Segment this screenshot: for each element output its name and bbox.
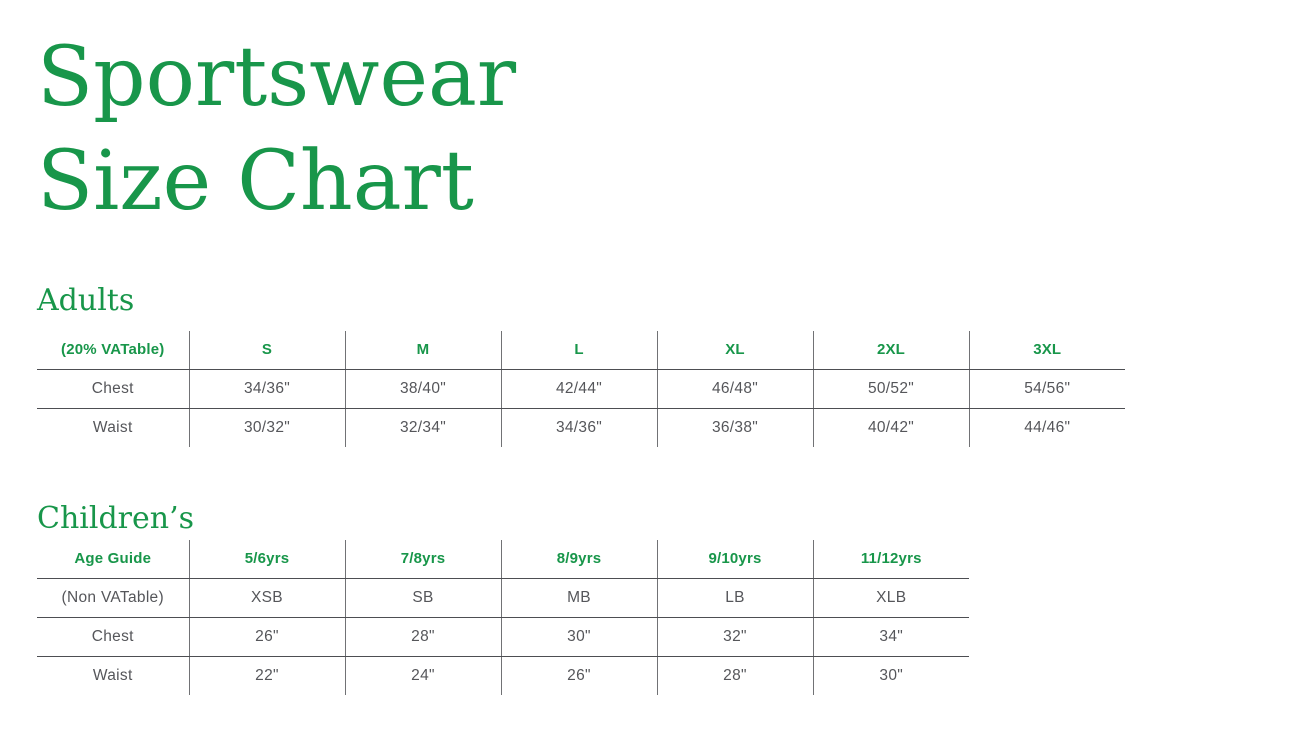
header-label-cell: (20% VATable) — [37, 331, 189, 369]
row-label-cell: Chest — [37, 617, 189, 656]
header-size-cell: 7/8yrs — [345, 540, 501, 578]
header-size-cell: L — [501, 331, 657, 369]
measurement-cell: 26" — [501, 656, 657, 695]
row-label-cell: Waist — [92, 418, 133, 436]
measurement-cell: 24" — [345, 656, 501, 695]
measurement-cell: 50/52" — [813, 369, 969, 408]
table-row — [37, 408, 1125, 447]
header-size-cell: 11/12yrs — [813, 540, 969, 578]
measurement-cell: 40/42" — [813, 408, 969, 447]
measurement-cell: 54/56" — [969, 369, 1125, 408]
measurement-cell: 30/32" — [189, 408, 345, 447]
row-label-cell: Waist — [92, 666, 133, 684]
header-size-cell: 9/10yrs — [657, 540, 813, 578]
measurement-cell: 22" — [189, 656, 345, 695]
row-label-cell: Chest — [37, 369, 189, 408]
adults-section-heading: Adults — [37, 283, 135, 318]
measurement-cell: 44/46" — [969, 408, 1125, 447]
header-size-cell: 2XL — [813, 331, 969, 369]
table-row — [37, 617, 969, 656]
measurement-cell: 32/34" — [345, 408, 501, 447]
measurement-cell: SB — [345, 578, 501, 617]
header-row — [37, 540, 969, 578]
header-row — [37, 331, 1125, 369]
children-section-heading: Children’s — [37, 501, 195, 536]
measurement-cell: 34/36" — [189, 369, 345, 408]
measurement-cell: LB — [657, 578, 813, 617]
children-size-table — [37, 540, 969, 695]
header-size-cell: 5/6yrs — [189, 540, 345, 578]
page-title-line-2: Size Chart — [37, 134, 474, 229]
header-size-cell: XL — [657, 331, 813, 369]
header-size-cell: 3XL — [969, 331, 1125, 369]
header-size-cell: S — [189, 331, 345, 369]
measurement-cell: XSB — [189, 578, 345, 617]
table-row — [37, 656, 969, 695]
measurement-cell: 36/38" — [657, 408, 813, 447]
measurement-cell: 38/40" — [345, 369, 501, 408]
adults-size-table — [37, 331, 1125, 447]
row-label-cell: (Non VATable) — [37, 578, 189, 617]
measurement-cell: 34" — [813, 617, 969, 656]
measurement-cell: 26" — [189, 617, 345, 656]
measurement-cell: 34/36" — [501, 408, 657, 447]
measurement-cell: MB — [501, 578, 657, 617]
measurement-cell: 28" — [345, 617, 501, 656]
measurement-cell: 30" — [501, 617, 657, 656]
measurement-cell: 42/44" — [501, 369, 657, 408]
page-title — [37, 26, 1312, 234]
measurement-cell: 28" — [657, 656, 813, 695]
measurement-cell: 46/48" — [657, 369, 813, 408]
header-size-cell: 8/9yrs — [501, 540, 657, 578]
header-label-cell: Age Guide — [37, 540, 189, 578]
measurement-cell: XLB — [813, 578, 969, 617]
table-row — [37, 369, 1125, 408]
measurement-cell: 30" — [813, 656, 969, 695]
header-size-cell: M — [345, 331, 501, 369]
measurement-cell: 32" — [657, 617, 813, 656]
table-row — [37, 578, 969, 617]
page-title-line-1: Sportswear — [37, 30, 517, 125]
